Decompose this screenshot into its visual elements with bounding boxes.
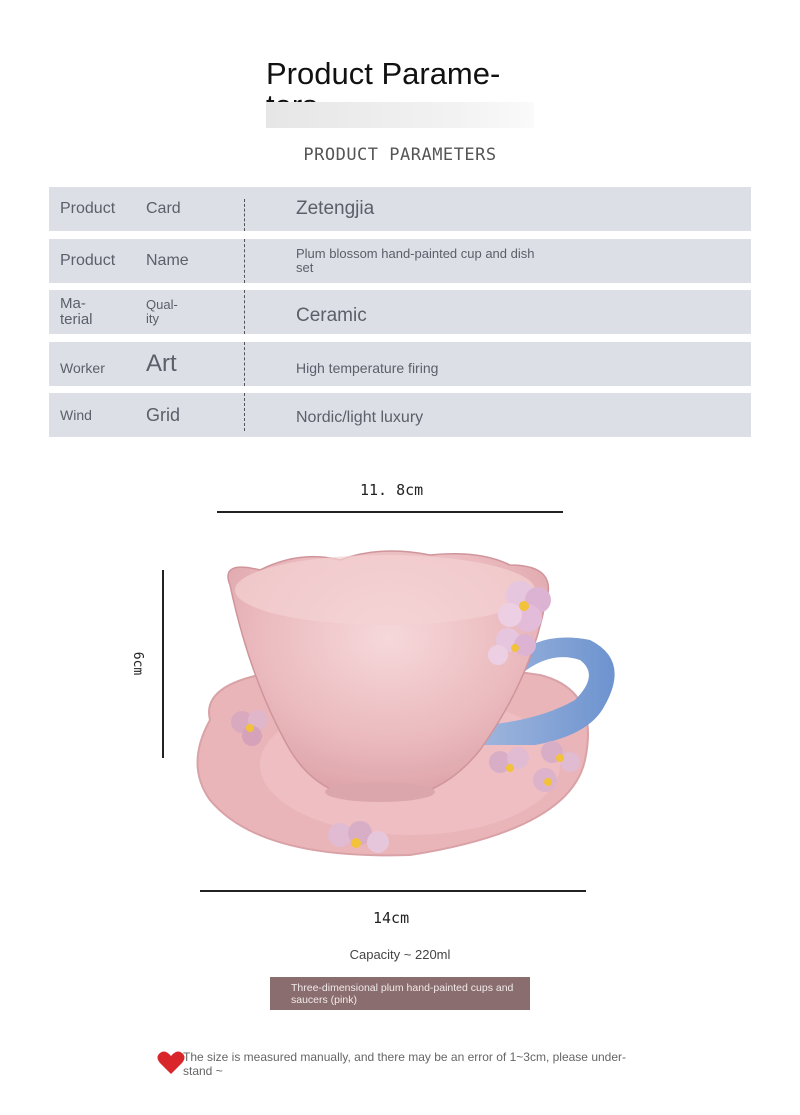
product-caption-banner: Three-dimensional plum hand-painted cups and saucers (pink) xyxy=(270,977,530,1010)
param-row-material xyxy=(49,290,751,334)
page-title: Product Parame- xyxy=(266,56,501,91)
param-label-b: Card xyxy=(146,200,181,217)
param-row-wind-grid xyxy=(49,393,751,437)
capacity-text: Capacity ~ 220ml xyxy=(349,947,451,962)
param-row-product-name xyxy=(49,239,751,283)
heart-icon xyxy=(157,1050,185,1076)
param-value: Nordic/light luxury xyxy=(296,409,424,426)
param-label-a: Worker xyxy=(60,360,105,376)
param-value: Plum blossom hand-painted cup and dish set xyxy=(296,246,535,275)
param-label-a: Product xyxy=(60,252,116,269)
row-divider xyxy=(244,393,245,431)
bottom-width-label: 14cm xyxy=(373,909,410,927)
top-width-line xyxy=(217,511,563,513)
row-divider xyxy=(244,342,245,386)
height-label: 6cm xyxy=(130,651,146,676)
section-subtitle: PRODUCT PARAMETERS xyxy=(303,145,497,165)
bottom-width-line xyxy=(200,890,586,892)
param-label-b: Name xyxy=(146,252,189,269)
param-label-a: Ma-terial xyxy=(60,295,93,328)
param-label-b: Grid xyxy=(146,404,181,425)
param-label-a: Wind xyxy=(60,407,92,423)
param-label-b: Qual-ity xyxy=(146,297,178,326)
param-label-a: Product xyxy=(60,200,116,217)
param-row-product-card xyxy=(49,187,751,231)
param-value: Zetengjia xyxy=(296,198,375,219)
row-divider xyxy=(244,199,245,231)
row-divider xyxy=(244,239,245,283)
row-divider xyxy=(244,290,245,334)
top-width-label: 11. 8cm xyxy=(360,481,424,499)
title-underlay xyxy=(266,102,534,128)
height-line xyxy=(162,570,164,758)
param-row-worker-art xyxy=(49,342,751,386)
param-label-b: Art xyxy=(146,350,177,377)
cup-and-saucer-illustration xyxy=(180,530,630,880)
measurement-note: The size is measured manually, and there may be an error of 1~3cm, please under-stand ~ xyxy=(183,1050,627,1078)
param-value: Ceramic xyxy=(296,305,367,326)
param-value: High temperature firing xyxy=(296,360,439,376)
